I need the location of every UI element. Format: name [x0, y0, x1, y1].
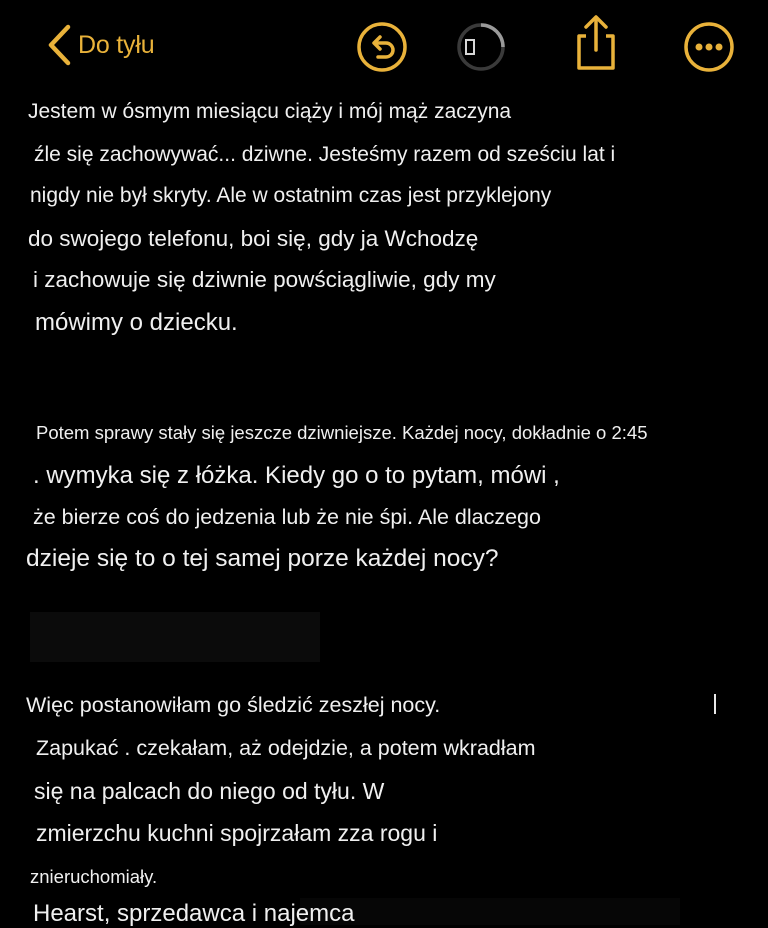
text-line: Zapukać . czekałam, aż odejdzie, a potem wkradłam: [36, 736, 536, 760]
text-line: zmierzchu kuchni spojrzałam zza rogu i: [36, 820, 438, 846]
share-icon[interactable]: [572, 14, 620, 72]
text-cursor: [714, 694, 716, 714]
text-line: i zachowuje się dziwnie powściągliwie, gdy my: [33, 267, 496, 292]
text-line: że bierze coś do jedzenia lub że nie śpi. Ale dlaczego: [33, 505, 541, 529]
loading-icon: [455, 21, 507, 73]
top-toolbar: [0, 0, 768, 92]
text-line: dzieje się to o tej samej porze każdej nocy?: [26, 545, 499, 572]
text-line: źle się zachowywać... dziwne. Jesteśmy razem od sześciu lat i: [34, 143, 616, 166]
text-line: nigdy nie był skryty. Ale w ostatnim czas jest przyklejony: [30, 184, 552, 207]
text-line: mówimy o dziecku.: [35, 309, 238, 336]
back-label: Do tyłu: [78, 30, 155, 59]
faint-overlay: [300, 898, 680, 925]
faint-overlay: [30, 612, 320, 662]
text-line: do swojego telefonu, boi się, gdy ja Wchodzę: [28, 226, 479, 251]
undo-icon[interactable]: [356, 21, 408, 73]
text-line: Potem sprawy stały się jeszcze dziwniejsze. Każdej nocy, dokładnie o 2:45: [36, 422, 648, 443]
text-line: Jestem w ósmym miesiącu ciąży i mój mąż zaczyna: [28, 100, 512, 123]
text-line: Hearst, sprzedawca i najemca: [33, 900, 355, 927]
text-line: . wymyka się z łóżka. Kiedy go o to pytam, mówi ,: [33, 462, 560, 489]
text-line: się na palcach do niego od tyłu. W: [34, 778, 385, 804]
more-icon[interactable]: [682, 20, 736, 74]
back-button[interactable]: [46, 22, 154, 68]
chevron-left-icon: [46, 24, 72, 66]
text-line: znieruchomiały.: [30, 866, 158, 887]
text-line: Więc postanowiłam go śledzić zeszłej nocy.: [26, 693, 441, 717]
